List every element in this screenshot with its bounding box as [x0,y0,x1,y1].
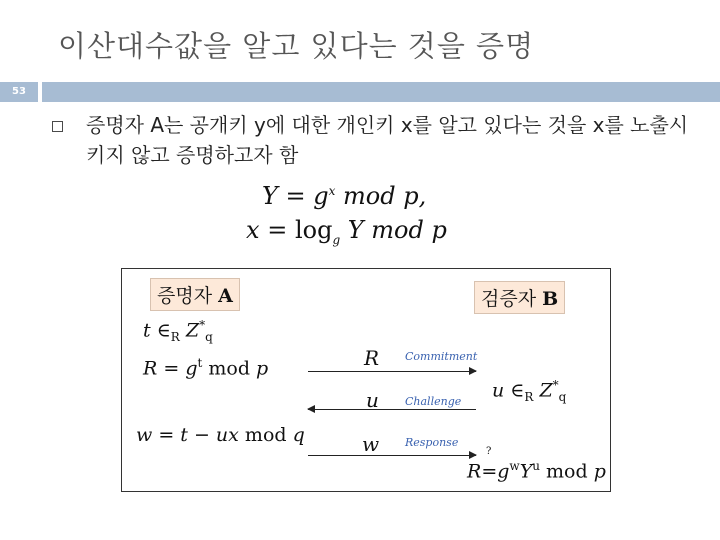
prover-step-commit [143,356,268,379]
message-commitment-symbol: R [364,346,380,370]
verifier-step-random [492,378,566,404]
math-exp: t [197,356,203,370]
message-response-label: Response [405,436,459,449]
math-eq: = [481,460,498,483]
math-base: g [497,460,510,483]
math-modulus: p [593,460,606,483]
math-set-sup: * [552,378,559,392]
verifier-check [467,459,606,482]
verifier-check-mark: ? [486,446,492,457]
formula-rest: Y mod p [347,216,447,244]
math-eq: = [163,357,180,380]
math-in: ∈ [156,319,171,342]
challenge-arrow [308,409,476,410]
formula-lhs: Y [262,182,278,210]
math-set-sup: * [199,318,206,332]
formula-log: log [294,216,333,244]
formula-line-2 [246,216,447,247]
math-exp: u [532,459,540,473]
math-in: ∈ [510,379,525,402]
prover-box [150,278,240,311]
response-arrow [308,455,476,456]
prover-label: 증명자 [157,285,213,307]
page-number: 53 [12,86,26,97]
math-sub: R [170,330,180,345]
math-set: Z [539,379,553,402]
formula-eq: = [267,216,288,244]
math-base: Y [519,460,533,483]
square-bullet-icon [52,121,63,132]
formula-eq: = [285,182,306,210]
formula-base: g [313,182,329,210]
math-sub: R [524,390,534,405]
math-lhs: R [467,460,482,483]
prover-step-random [143,318,213,344]
math-expr: t − ux [180,424,239,446]
formula-exponent: x [328,184,336,198]
prover-step-response [136,424,305,446]
formula-log-base: g [332,232,341,247]
math-mod: mod [546,460,588,483]
math-set-sub: q [558,390,567,405]
math-set-sub: q [205,330,213,345]
math-base: g [185,357,198,380]
message-challenge-label: Challenge [405,395,462,408]
verifier-box [474,281,565,314]
math-var: u [492,379,505,402]
math-eq: = [158,424,175,446]
message-commitment-label: Commitment [405,350,478,363]
math-mod: mod [208,357,250,380]
math-lhs: R [143,357,158,380]
formula-lhs: x [246,216,260,244]
slide-title: 이산대수값을 알고 있다는 것을 증명 [58,29,535,63]
verifier-letter: B [542,288,559,310]
title-underline-bar [42,82,720,102]
formula-line-1 [262,182,426,210]
math-mod: mod [244,424,287,446]
math-set: Z [185,319,200,342]
verifier-label: 검증자 [481,288,537,310]
math-exp: w [509,459,520,473]
math-modulus: q [292,424,305,446]
math-lhs: w [136,424,153,446]
bullet-text: 증명자 A는 공개키 y에 대한 개인키 x를 알고 있다는 것을 x를 노출시키지 않고 증명하고자 함 [86,113,689,167]
prover-letter: A [218,285,233,307]
commitment-arrow [308,371,476,372]
message-challenge-symbol: u [366,388,379,412]
math-modulus: p [256,357,269,380]
message-response-symbol: w [362,432,380,456]
formula-rest: mod p, [343,182,427,210]
math-var: t [143,319,151,342]
